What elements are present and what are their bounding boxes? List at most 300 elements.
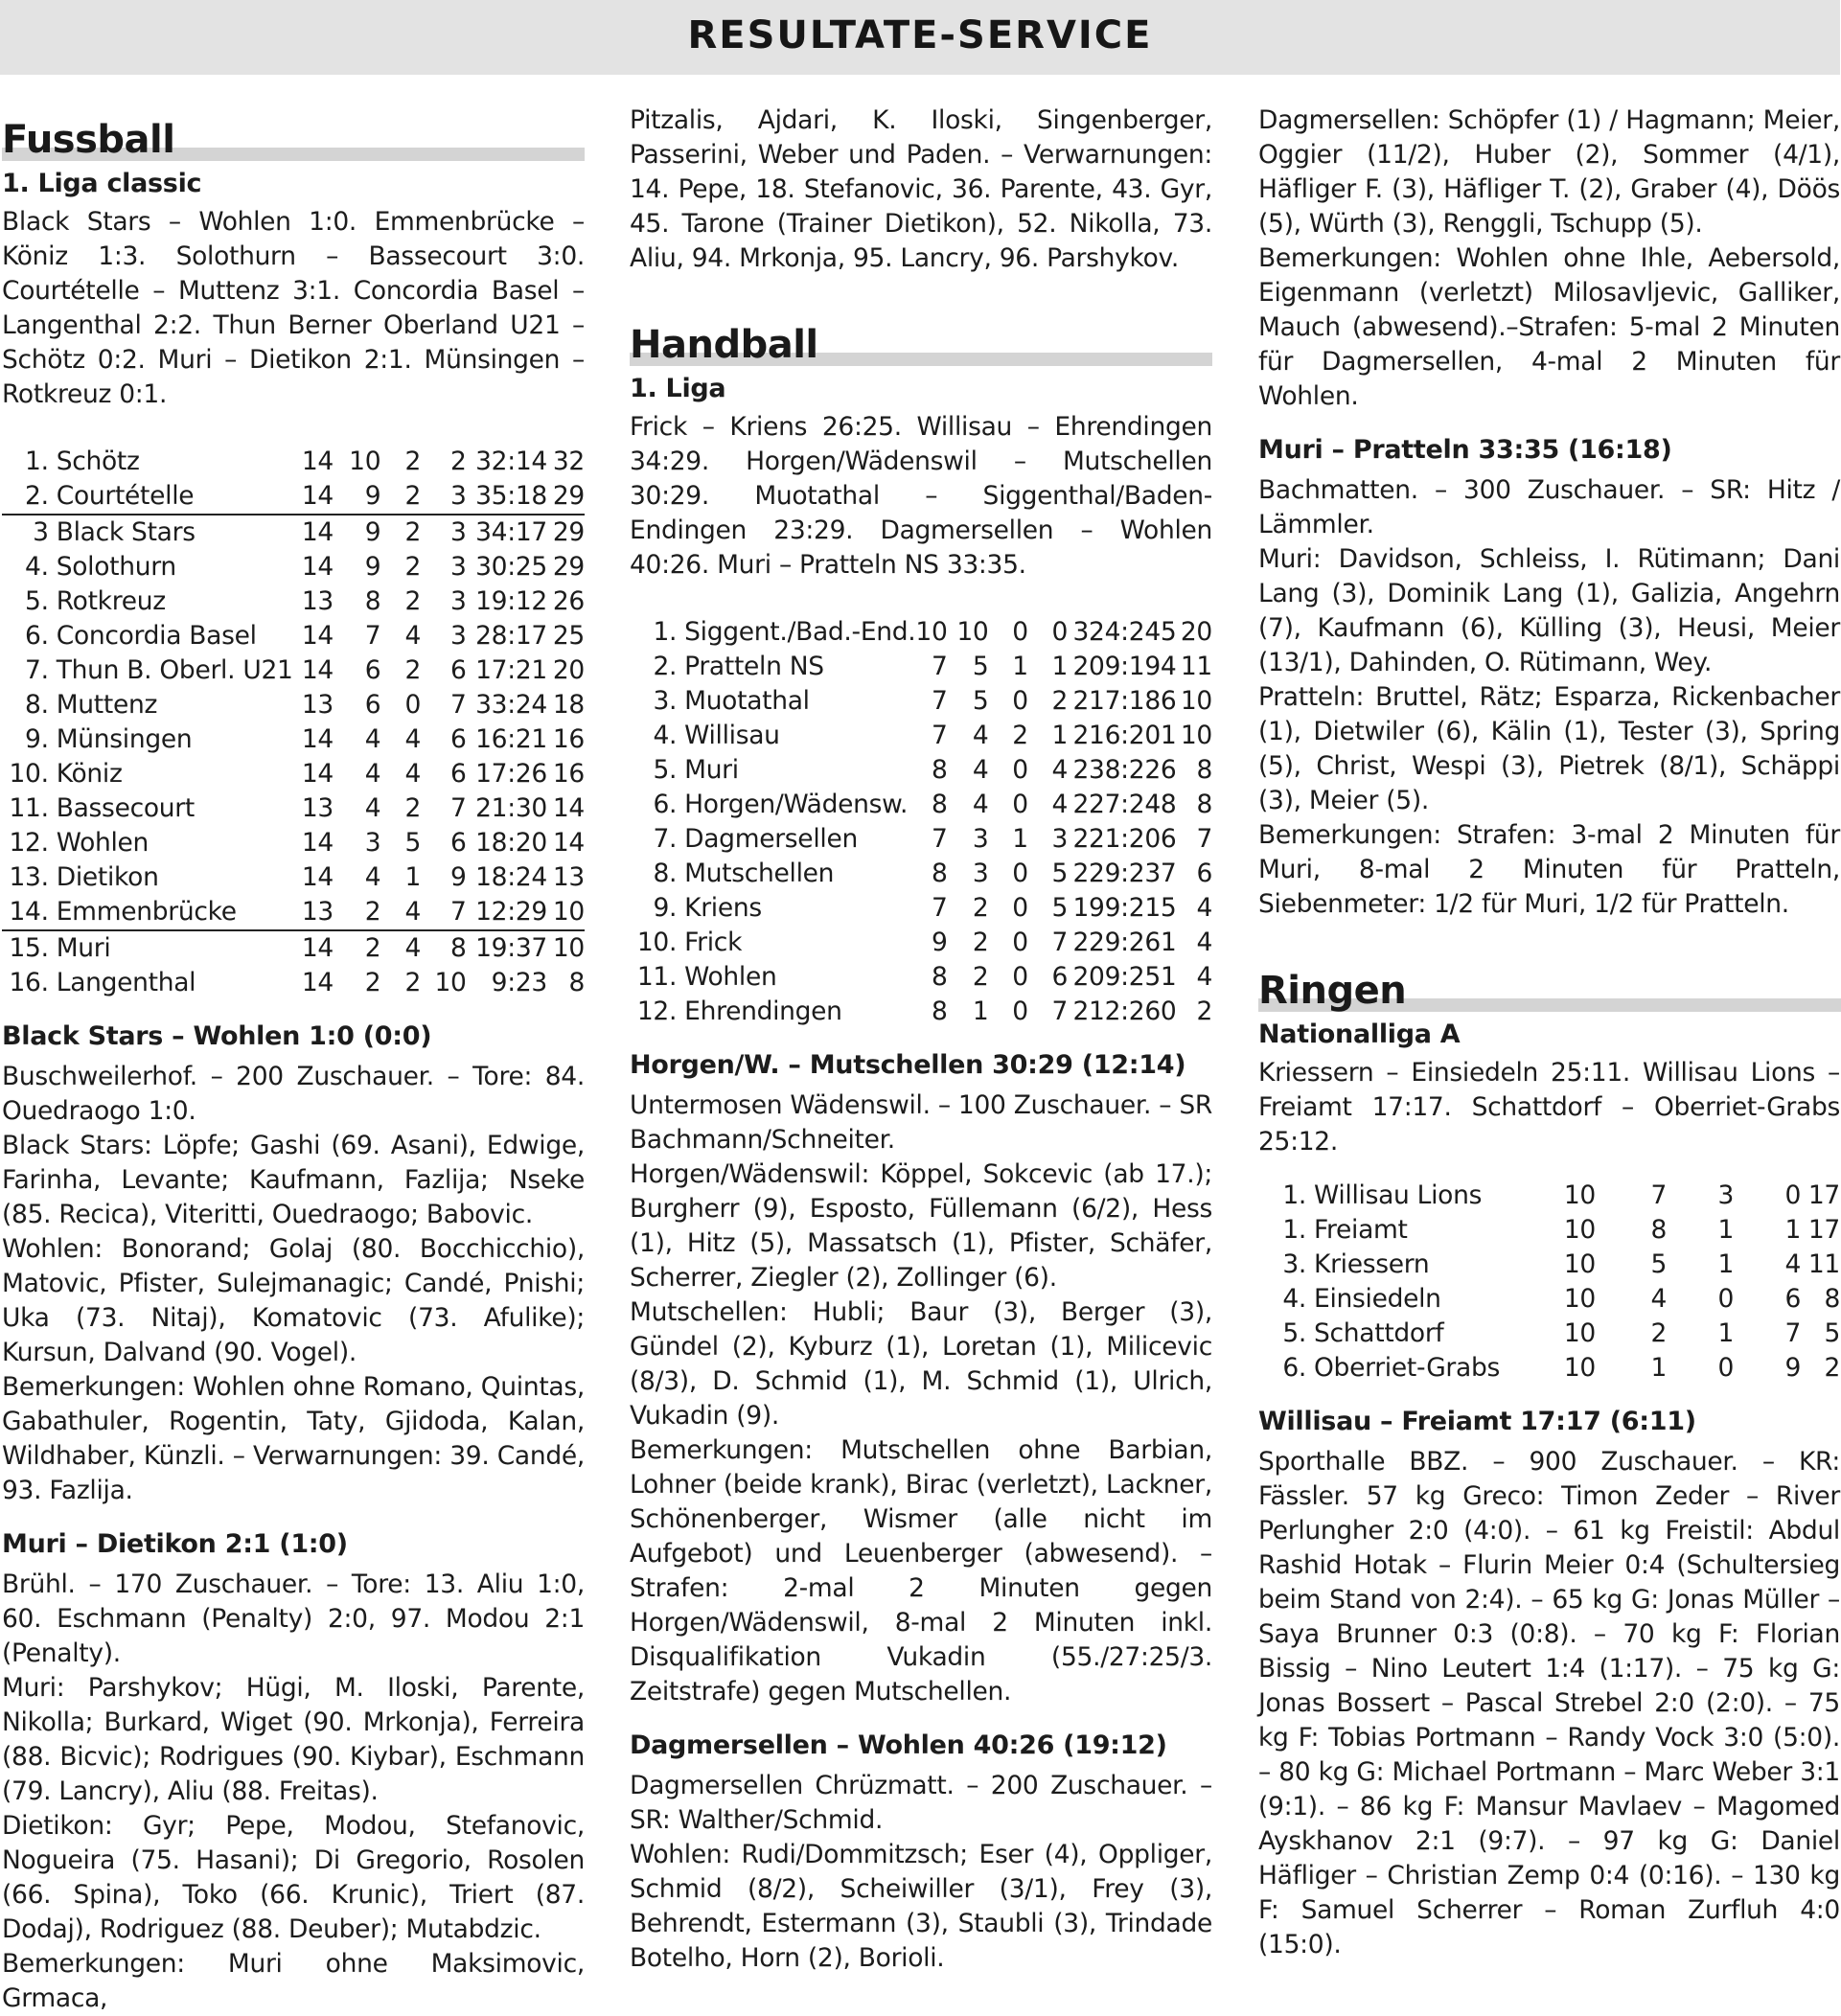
team-name-cell: Wohlen [56, 828, 150, 858]
table-cell: 17 [1807, 1215, 1840, 1245]
table-cell: 1 [1784, 1215, 1801, 1245]
table-cell: 4 [404, 621, 421, 651]
table-row [2, 479, 585, 515]
table-cell: 8 [1196, 790, 1212, 819]
table-cell: 1. [653, 617, 678, 647]
table-row [2, 688, 585, 722]
table-cell: 3 [33, 517, 49, 547]
table-cell: 10 [349, 447, 381, 476]
table-cell: 10 [1563, 1180, 1596, 1210]
table-cell: 209:251 [1072, 962, 1177, 992]
table-cell: 10. [9, 759, 49, 789]
match-heading: Black Stars – Wohlen 1:0 (0:0) [2, 1021, 432, 1051]
table-cell: 4 [972, 790, 989, 819]
table-row [1258, 1179, 1840, 1213]
table-cell: 12. [636, 997, 678, 1026]
table-cell: 1 [1717, 1318, 1734, 1348]
table-cell: 14 [301, 655, 334, 685]
league-heading: Nationalliga A [1258, 1019, 1461, 1049]
table-cell: 11. [9, 793, 49, 823]
table-cell: 6 [364, 690, 381, 720]
table-row [2, 515, 585, 550]
table-cell: 10 [1180, 721, 1212, 750]
table-cell: 5 [972, 686, 989, 716]
table-row [630, 788, 1212, 822]
table-cell: 10 [1563, 1284, 1596, 1314]
table-cell: 2 [404, 586, 421, 616]
team-name-cell: Horgen/Wädensw. [684, 790, 909, 819]
table-cell: 6 [450, 828, 467, 858]
team-name-cell: Solothurn [56, 552, 176, 582]
table-cell: 10 [1563, 1249, 1596, 1279]
table-cell: 14 [301, 759, 334, 789]
table-cell: 1. [1282, 1215, 1306, 1245]
table-cell: 7 [931, 824, 948, 854]
match-paragraph: Muri: Parshykov; Hügi, M. Iloski, Parente, Nikolla; Burkard, Wiget (90. Mrkonja), Ferreira (88. Bicvic); Rodrigues (90. Kiybar), Eschmann (79. Lancry), Aliu (88. Freitas). [2, 1673, 585, 1806]
table-cell: 4 [364, 862, 381, 892]
table-cell: 2 [404, 655, 421, 685]
continuation-paragraph: Dagmersellen: Schöpfer (1) / Hagmann; Meier, Oggier (11/2), Huber (2), Sommer (4/1), Häfliger F. (3), Häfliger T. (2), Graber (4), Döös (5), Würth (3), Renggli, Tschupp (5). [1258, 105, 1840, 239]
table-cell: 18:24 [475, 862, 547, 892]
table-cell: 2 [450, 447, 467, 476]
table-row [2, 445, 585, 479]
sport-heading: Handball [630, 309, 1212, 366]
team-name-cell: Siggent./Bad.-End. [684, 617, 916, 647]
match-paragraph: Pratteln: Bruttel, Rätz; Esparza, Rickenbacher (1), Dietwiler (6), Kälin (1), Tester (3), Spring (5), Christ, Wespi (3), Pietrek (8/1), Schäppi (3), Meier (5). [1258, 682, 1840, 815]
table-cell: 5 [1824, 1318, 1840, 1348]
table-row [2, 930, 585, 966]
match-heading: Dagmersellen – Wohlen 40:26 (19:12) [630, 1730, 1167, 1760]
table-cell: 3 [450, 517, 467, 547]
table-cell: 16:21 [475, 724, 547, 754]
table-cell: 2 [1650, 1318, 1667, 1348]
table-cell: 5. [1282, 1318, 1306, 1348]
table-cell: 0 [404, 690, 421, 720]
table-cell: 4 [1196, 962, 1212, 992]
table-cell: 10 [1563, 1215, 1596, 1245]
table-cell: 2 [364, 968, 381, 997]
table-cell: 217:186 [1072, 686, 1177, 716]
table-cell: 3. [653, 686, 678, 716]
table-cell: 0 [1012, 859, 1028, 888]
table-cell: 2 [404, 517, 421, 547]
table-cell: 7. [653, 824, 678, 854]
table-cell: 12. [9, 828, 49, 858]
table-cell: 9 [931, 928, 948, 957]
match-heading: Willisau – Freiamt 17:17 (6:11) [1258, 1407, 1696, 1436]
table-cell: 2 [380, 479, 421, 515]
table-cell: 8 [1824, 1284, 1840, 1314]
table-cell: 6 [1784, 1284, 1801, 1314]
table-cell: 2. [2, 479, 49, 515]
table-cell: 13 [301, 690, 334, 720]
table-cell: 7 [931, 686, 948, 716]
table-cell: 13 [301, 586, 334, 616]
table-cell: 6 [364, 655, 381, 685]
table-cell: 6. [25, 621, 49, 651]
match-paragraph: Horgen/Wädenswil: Köppel, Sokcevic (ab 17.); Burgherr (9), Esposto, Füllemann (6/2), Hess (1), Hitz (5), Massatsch (1), Pfister, Schäfer, Scherrer, Ziegler (2), Zollinger (6). [630, 1159, 1212, 1293]
table-cell: 2 [1196, 997, 1212, 1026]
table-cell: 2 [404, 793, 421, 823]
table-cell: 3 [972, 824, 989, 854]
table-cell: 13 [293, 895, 334, 930]
table-cell: 14 [301, 968, 334, 997]
table-cell: 2 [1051, 686, 1069, 716]
table-cell: 3 [450, 586, 467, 616]
table-cell: 212:260 [1072, 997, 1177, 1026]
table-cell: 4 [1051, 755, 1069, 785]
table-cell: 18:20 [475, 828, 547, 858]
sport-heading: Fussball [2, 103, 585, 161]
table-cell: 4. [653, 721, 678, 750]
league-heading: 1. Liga classic [2, 169, 202, 198]
match-paragraph: Bemerkungen: Mutschellen ohne Barbian, Lohner (beide krank), Birac (verletzt), Lackner, Schönenberger, Wismer (alle nicht im Aufgebot) und Leuenberger (abwesend). – Strafen: 2-mal 2 Minuten gegen Horgen/Wädenswil, 8-mal 2 Minuten inkl. Disqualifikation Vukadin (55./27:25/3. Zeitstrafe) gegen Mutschellen. [630, 1435, 1212, 1707]
table-cell: 5 [972, 652, 989, 681]
table-cell: 1 [1012, 652, 1028, 681]
table-cell: 4 [404, 759, 421, 789]
table-cell: 10 [547, 895, 585, 930]
match-paragraph: Bachmatten. – 300 Zuschauer. – SR: Hitz / Lämmler. [1258, 475, 1840, 539]
table-row [2, 791, 585, 826]
table-row [2, 550, 585, 584]
table-cell: 227:248 [1072, 790, 1177, 819]
page-header-banner [0, 0, 1840, 75]
table-cell: 9 [334, 479, 380, 515]
table-cell: 209:194 [1072, 652, 1177, 681]
table-cell: 4 [380, 895, 421, 930]
match-paragraph: Dagmersellen Chrüzmatt. – 200 Zuschauer. – SR: Walther/Schmid. [630, 1771, 1212, 1835]
match-paragraph: Buschweilerhof. – 200 Zuschauer. – Tore: 84. Ouedraogo 1:0. [2, 1062, 585, 1126]
table-cell: 11 [1807, 1249, 1840, 1279]
team-name-cell: Rotkreuz [56, 586, 166, 616]
table-cell: 8 [568, 968, 585, 997]
table-cell: 4 [404, 724, 421, 754]
table-cell: 32:14 [475, 447, 547, 476]
table-cell: 17 [1807, 1180, 1840, 1210]
table-cell: 4. [1282, 1284, 1306, 1314]
table-cell: 14 [301, 517, 334, 547]
team-name-cell: Muri [56, 933, 111, 963]
table-cell: 10 [434, 968, 467, 997]
table-cell: 3 [450, 552, 467, 582]
table-cell: 8 [931, 790, 948, 819]
match-paragraph: Bemerkungen: Muri ohne Maksimovic, Grmaca, [2, 1949, 585, 2013]
team-name-cell: Oberriet-Grabs [1314, 1353, 1500, 1383]
table-cell: 29 [552, 517, 585, 547]
standings-table [1258, 1179, 1840, 1386]
table-cell: 221:206 [1072, 824, 1177, 854]
table-cell: 3 [972, 859, 989, 888]
table-cell: 7. [25, 655, 49, 685]
table-cell: 2 [972, 893, 989, 923]
table-cell: 8. [653, 859, 678, 888]
table-cell: 0 [1012, 962, 1028, 992]
table-cell: 3. [1282, 1249, 1306, 1279]
table-cell: 4 [364, 759, 381, 789]
team-name-cell: Dagmersellen [684, 824, 858, 854]
table-cell: 7 [931, 721, 948, 750]
team-name-cell: Muotathal [684, 686, 810, 716]
table-cell: 4 [1196, 893, 1212, 923]
table-cell: 6 [1196, 859, 1212, 888]
table-cell: 4 [1051, 790, 1069, 819]
table-row [630, 857, 1212, 891]
sport-heading: Ringen [1258, 954, 1841, 1012]
table-cell: 4. [25, 552, 49, 582]
table-cell: 4 [972, 755, 989, 785]
match-paragraph: Black Stars: Löpfe; Gashi (69. Asani), Edwige, Farinha, Levante; Kaufmann, Fazlija; Nseke (85. Recica), Viteritti, Ouedraogo; Babovic. [2, 1131, 585, 1229]
table-row [630, 891, 1212, 926]
match-heading: Horgen/W. – Mutschellen 30:29 (12:14) [630, 1050, 1186, 1080]
table-cell: 17:26 [475, 759, 547, 789]
table-cell: 6 [1051, 962, 1069, 992]
team-name-cell: Schattdorf [1314, 1318, 1444, 1348]
team-name-cell: Willisau Lions [1314, 1180, 1483, 1210]
table-row [2, 860, 585, 895]
standings-table [630, 615, 1212, 1029]
continuation-paragraph: Pitzalis, Ajdari, K. Iloski, Singenberger, Passerini, Weber und Paden. – Verwarnungen: 14. Pepe, 18. Stefanovic, 36. Parente, 43. Gyr, 45. Tarone (Trainer Dietikon), 52. Nikolla, 73. Aliu, 94. Mrkonja, 95. Lancry, 96. Parshykov. [630, 105, 1212, 273]
table-cell: 3 [1717, 1180, 1734, 1210]
match-paragraph: Bemerkungen: Wohlen ohne Romano, Quintas, Gabathuler, Rogentin, Taty, Gjidoda, Kalan, Wildhaber, Künzli. – Verwarnungen: 39. Candé, 93. Fazlija. [2, 1372, 585, 1505]
table-cell: 8 [450, 933, 467, 963]
column-fussball [2, 103, 585, 2013]
table-cell: 18 [552, 690, 585, 720]
table-cell: 13 [301, 793, 334, 823]
table-cell: 6 [450, 655, 467, 685]
table-row [1258, 1282, 1840, 1317]
table-cell: 19:12 [475, 586, 547, 616]
table-row [2, 722, 585, 757]
table-cell: 8 [931, 755, 948, 785]
table-cell: 1. [1282, 1180, 1306, 1210]
table-cell: 2 [1012, 721, 1028, 750]
table-cell: 7 [931, 652, 948, 681]
table-cell: 30:25 [475, 552, 547, 582]
table-cell: 14 [301, 552, 334, 582]
team-name-cell: Freiamt [1314, 1215, 1408, 1245]
table-cell: 7 [421, 895, 467, 930]
table-cell: 0 [1012, 790, 1028, 819]
table-cell: 14 [301, 862, 334, 892]
team-name-cell: Courtételle [49, 479, 293, 515]
table-cell: 14 [301, 447, 334, 476]
team-name-cell: Langenthal [56, 968, 196, 997]
table-cell: 20 [552, 655, 585, 685]
results-paragraph: Frick – Kriens 26:25. Willisau – Ehrendingen 34:29. Horgen/Wädenswil – Mutschellen 30:29. Muotathal – Siggenthal/Baden-Endingen 23:29. Dagmersellen – Wohlen 40:26. Muri – Pratteln NS 33:35. [630, 412, 1212, 580]
table-row [2, 584, 585, 619]
table-cell: 2 [972, 962, 989, 992]
table-cell: 3 [421, 479, 467, 515]
table-cell: 29 [547, 479, 585, 515]
table-row [630, 615, 1212, 650]
table-cell: 1 [972, 997, 989, 1026]
table-row [630, 650, 1212, 684]
table-cell: 1 [1717, 1215, 1734, 1245]
table-cell: 2 [364, 933, 381, 963]
table-cell: 26 [552, 586, 585, 616]
table-cell: 21:30 [475, 793, 547, 823]
table-cell: 14 [552, 828, 585, 858]
table-cell: 7 [1784, 1318, 1801, 1348]
table-cell: 1 [1051, 652, 1069, 681]
table-cell: 2 [404, 968, 421, 997]
match-paragraph: Wohlen: Rudi/Dommitzsch; Eser (4), Oppliger, Schmid (8/2), Scheiwiller (3/1), Frey (3), Behrendt, Estermann (3), Staubli (3), Trindade Botelho, Horn (2), Borioli. [630, 1840, 1212, 1973]
table-cell: 216:201 [1072, 721, 1177, 750]
table-cell: 8. [25, 690, 49, 720]
table-row [1258, 1351, 1840, 1386]
table-cell: 7 [1051, 928, 1069, 957]
table-row [2, 619, 585, 653]
table-cell: 2 [404, 447, 421, 476]
table-cell: 199:215 [1072, 893, 1177, 923]
team-name-cell: Mutschellen [684, 859, 835, 888]
match-paragraph: Muri: Davidson, Schleiss, I. Rütimann; Dani Lang (3), Dominik Lang (1), Galizia, Angehrn (7), Kaufmann (6), Külling (3), Heusi, Meier (13/1), Dahinden, O. Rütimann, Wey. [1258, 544, 1840, 677]
table-row [1258, 1213, 1840, 1248]
table-cell: 229:237 [1072, 859, 1177, 888]
table-cell: 9:23 [491, 968, 547, 997]
table-cell: 14. [2, 895, 49, 930]
table-cell: 7 [450, 690, 467, 720]
table-cell: 25 [552, 621, 585, 651]
table-cell: 17:21 [475, 655, 547, 685]
table-cell: 10 [1563, 1353, 1596, 1383]
table-row [630, 684, 1212, 719]
team-name-cell: Wohlen [684, 962, 777, 992]
table-cell: 8 [1196, 755, 1212, 785]
table-cell: 0 [1717, 1353, 1734, 1383]
column-handball [630, 103, 1212, 1973]
team-name-cell: Concordia Basel [56, 621, 257, 651]
team-name-cell: Thun B. Oberl. U21 [56, 655, 293, 685]
table-cell: 8 [1650, 1215, 1667, 1245]
table-cell: 5 [1051, 893, 1069, 923]
team-name-cell: Bassecourt [56, 793, 195, 823]
table-cell: 1. [25, 447, 49, 476]
table-cell: 7 [364, 621, 381, 651]
table-cell: 9 [1784, 1353, 1801, 1383]
table-cell: 10. [636, 928, 678, 957]
team-name-cell: Frick [684, 928, 743, 957]
table-row [630, 822, 1212, 857]
table-cell: 7 [931, 893, 948, 923]
table-cell: 2 [334, 895, 380, 930]
table-cell: 12:29 [467, 895, 547, 930]
table-row [630, 753, 1212, 788]
team-name-cell: Ehrendingen [684, 997, 842, 1026]
table-cell: 0 [1717, 1284, 1734, 1314]
table-cell: 0 [1784, 1180, 1801, 1210]
match-paragraph: Bemerkungen: Strafen: 3-mal 2 Minuten für Muri, 8-mal 2 Minuten für Pratteln, Siebenmeter: 1/2 für Muri, 1/2 für Pratteln. [1258, 820, 1840, 919]
table-row [2, 895, 585, 930]
team-name-cell: Einsiedeln [1314, 1284, 1441, 1314]
standings-table [2, 445, 585, 1000]
table-cell: 10 [552, 933, 585, 963]
team-name-cell: Köniz [56, 759, 123, 789]
table-cell: 8 [364, 586, 381, 616]
table-cell: 4 [1784, 1249, 1801, 1279]
table-cell: 8 [931, 997, 948, 1026]
table-cell: 5 [1650, 1249, 1667, 1279]
team-name-cell: Emmenbrücke [49, 895, 293, 930]
table-cell: 14 [301, 828, 334, 858]
table-cell: 19:37 [475, 933, 547, 963]
table-cell: 5. [653, 755, 678, 785]
table-cell: 4 [404, 933, 421, 963]
table-cell: 4 [1650, 1284, 1667, 1314]
table-cell: 5 [1051, 859, 1069, 888]
table-cell: 8 [931, 962, 948, 992]
table-cell: 1 [1012, 824, 1028, 854]
match-heading: Muri – Dietikon 2:1 (1:0) [2, 1529, 348, 1559]
table-cell: 5. [25, 586, 49, 616]
table-row [1258, 1317, 1840, 1351]
table-cell: 0 [1012, 893, 1028, 923]
table-row [2, 966, 585, 1000]
table-cell: 16 [552, 759, 585, 789]
table-cell: 3 [450, 621, 467, 651]
table-cell: 6 [450, 724, 467, 754]
table-row [1258, 1248, 1840, 1282]
table-row [630, 926, 1212, 960]
table-cell: 32 [552, 447, 585, 476]
table-cell: 229:261 [1072, 928, 1177, 957]
table-cell: 4 [1196, 928, 1212, 957]
table-cell: 0 [1012, 755, 1028, 785]
table-cell: 0 [1012, 928, 1028, 957]
table-cell: 8 [931, 859, 948, 888]
table-cell: 324:245 [1072, 617, 1177, 647]
table-cell: 2 [972, 928, 989, 957]
team-name-cell: Dietikon [56, 862, 159, 892]
table-cell: 5 [404, 828, 421, 858]
table-cell: 9 [364, 517, 381, 547]
table-cell: 238:226 [1072, 755, 1177, 785]
column-ringen [1258, 103, 1840, 1957]
table-cell: 6 [450, 759, 467, 789]
table-cell: 1 [1717, 1249, 1734, 1279]
results-paragraph: Black Stars – Wohlen 1:0. Emmenbrücke – Köniz 1:3. Solothurn – Bassecourt 3:0. Courtételle – Muttenz 3:1. Concordia Basel – Langenthal 2:2. Thun Berner Oberland U21 – Schötz 0:2. Muri – Dietikon 2:1. Münsingen – Rotkreuz 0:1. [2, 207, 585, 409]
table-cell: 7 [1196, 824, 1212, 854]
table-cell: 2 [1824, 1353, 1840, 1383]
table-row [2, 757, 585, 791]
table-cell: 9. [653, 893, 678, 923]
table-cell: 33:24 [475, 690, 547, 720]
table-cell: 29 [552, 552, 585, 582]
table-cell: 10 [1563, 1318, 1596, 1348]
table-cell: 15. [9, 933, 49, 963]
table-row [630, 995, 1212, 1029]
table-cell: 2. [653, 652, 678, 681]
table-cell: 0 [1012, 997, 1028, 1026]
team-name-cell: Münsingen [56, 724, 193, 754]
match-paragraph: Mutschellen: Hubli; Baur (3), Berger (3), Gündel (2), Kyburz (1), Loretan (1), Milicevic (8/3), D. Schmid (1), M. Schmid (1), Ulrich, Vukadin (9). [630, 1297, 1212, 1431]
table-cell: 16 [552, 724, 585, 754]
table-cell: 13 [552, 862, 585, 892]
table-cell: 9 [450, 862, 467, 892]
table-cell: 4 [972, 721, 989, 750]
continuation-paragraph: Bemerkungen: Wohlen ohne Ihle, Aebersold, Eigenmann (verletzt) Milosavljevic, Galliker, Mauch (abwesend).–Strafen: 5-mal 2 Minuten für Dagmersellen, 4-mal 2 Minuten für Wohlen. [1258, 243, 1840, 411]
table-row [2, 826, 585, 860]
table-cell: 3 [1051, 824, 1069, 854]
table-cell: 4 [364, 793, 381, 823]
team-name-cell: Kriessern [1314, 1249, 1430, 1279]
table-row [2, 653, 585, 688]
table-cell: 11. [636, 962, 678, 992]
match-paragraph: Sporthalle BBZ. – 900 Zuschauer. – KR: Fässler. 57 kg Greco: Timon Zeder – River Perlungher 2:0 (4:0). – 61 kg Freistil: Abdul Rashid Hotak – Flurin Meier 0:4 (Schultersieg beim Stand von 2:4). – 65 kg G: Jonas Müller – Saya Brunner 0:3 (0:8). – 70 kg F: Florian Bissig – Nino Leutert 1:4 (1:17). – 75 kg G: Jonas Bossert – Pascal Strebel 2:0 (2:0). – 75 kg F: Tobias Portmann – Randy Vock 3:0 (5:0). – 80 kg G: Michael Portmann – Marc Weber 3:1 (9:1). – 86 kg F: Mansur Mavlaev – Magomed Ayskhanov 2:1 (9:7). – 97 kg G: Daniel Häfliger – Christian Zemp 0:4 (0:16). – 130 kg F: Samuel Scherrer – Roman Zurfluh 4:0 (15:0). [1258, 1447, 1840, 1959]
team-name-cell: Muttenz [56, 690, 158, 720]
table-cell: 14 [552, 793, 585, 823]
match-paragraph: Untermosen Wädenswil. – 100 Zuschauer. – SR Bachmann/Schneiter. [630, 1090, 1212, 1155]
